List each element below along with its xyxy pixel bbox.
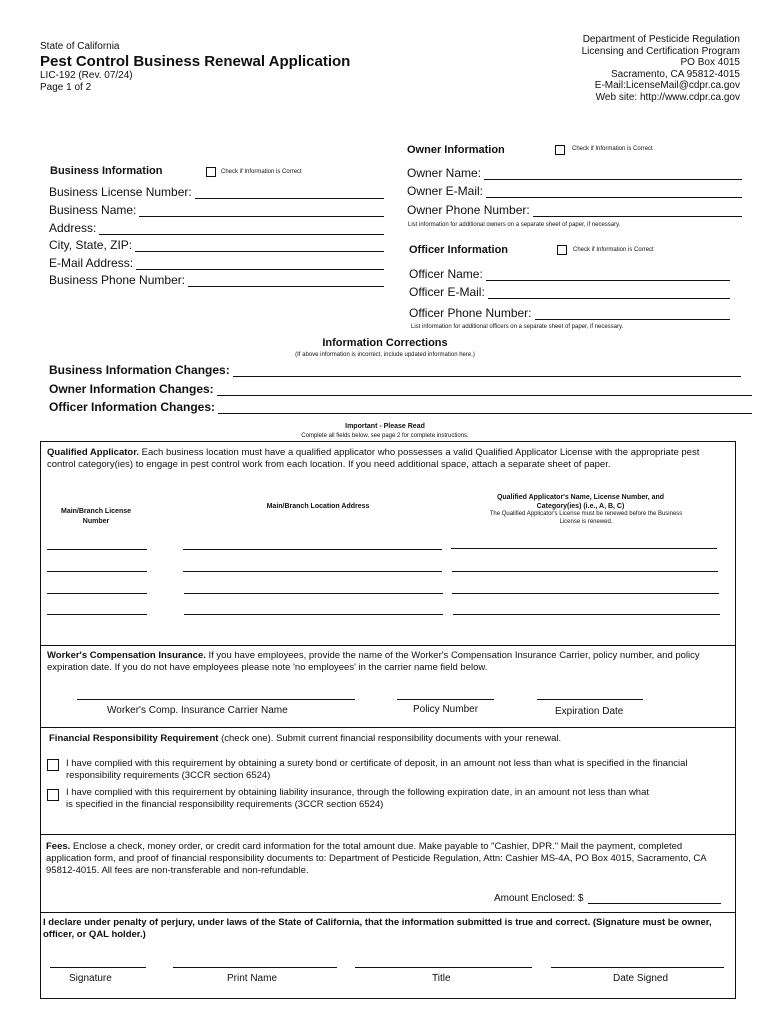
owner-phone-field[interactable] xyxy=(407,203,742,217)
surety-bond-option: I have complied with this requirement by obtaining a surety bond or certificate of deposit, in an amount not less than what is specified in the financial responsibility requirements (3CCR section 6524) xyxy=(66,758,688,781)
declaration-text: I declare under penalty of perjury, under laws of the State of California, that the information submitted is true and correct. (Signature must be owner, officer, or QAL holder.) xyxy=(43,917,712,940)
owner-check-label: Check if Information is Correct xyxy=(572,146,653,152)
divider xyxy=(40,834,736,835)
date-signed-label: Date Signed xyxy=(613,973,669,984)
business-heading: Business Information xyxy=(50,165,163,177)
form-title: Pest Control Business Renewal Application xyxy=(40,53,351,70)
business-address-label: Address: xyxy=(49,221,97,235)
state-label: State of California xyxy=(40,41,120,52)
applicator-input-3[interactable] xyxy=(452,593,719,594)
qualified-applicator-text: Qualified Applicator. Each business location must have a qualified applicator who possesses a valid Qualified Applicator License with the appropriate pest control category(ies) to engage in pest control work from each location. If you need additional space, attach a separate sheet of paper. xyxy=(47,447,700,470)
print-name-label: Print Name xyxy=(227,973,278,984)
applicator-input-4[interactable] xyxy=(453,614,720,615)
title-input[interactable] xyxy=(355,967,532,968)
owner-name-field[interactable] xyxy=(407,166,742,180)
title-label: Title xyxy=(432,973,451,984)
owner-name-label: Owner Name: xyxy=(407,166,482,180)
amount-enclosed-label: Amount Enclosed: $ xyxy=(494,893,584,904)
liability-insurance-option: I have complied with this requirement by obtaining liability insurance, through the following expiration date, in an amount not less than what is specified in the financial responsibility requirements (3CCR section 6524) xyxy=(66,787,650,810)
owner-heading: Owner Information xyxy=(407,144,505,156)
dept-line: Licensing and Certification Program xyxy=(581,45,740,57)
divider xyxy=(40,645,736,646)
officer-name-field[interactable] xyxy=(409,267,730,281)
officer-phone-label: Officer Phone Number: xyxy=(409,306,532,320)
important-heading: Important - Please Read xyxy=(345,423,425,430)
owner-phone-label: Owner Phone Number: xyxy=(407,203,530,217)
business-name-label: Business Name: xyxy=(49,203,137,217)
col-applicator-note: The Qualified Applicator's License must be renewed before the Business License is renewed. xyxy=(489,511,683,525)
amount-enclosed-input[interactable] xyxy=(588,903,721,904)
officer-name-label: Officer Name: xyxy=(409,267,483,281)
expiration-date-input[interactable] xyxy=(537,699,643,700)
col-license-number: Main/Branch License Number xyxy=(60,508,132,525)
corrections-heading: Information Corrections xyxy=(322,337,448,349)
owner-changes-field[interactable] xyxy=(49,382,752,396)
business-email-field[interactable] xyxy=(49,256,384,270)
carrier-name-label: Worker's Comp. Insurance Carrier Name xyxy=(107,705,288,716)
owner-changes-label: Owner Information Changes: xyxy=(49,382,214,396)
address-input-4[interactable] xyxy=(184,614,443,615)
divider xyxy=(40,727,736,728)
financial-text: Financial Responsibility Requirement (check one). Submit current financial responsibility documents with your renewal. xyxy=(49,733,562,744)
business-city-field[interactable] xyxy=(49,238,384,252)
workers-comp-text: Worker's Compensation Insurance. If you have employees, provide the name of the Worker's Compensation Insurance Carrier, policy number, and policy expiration date. If you do not have employees please note 'no employees' in the carrier name field below. xyxy=(47,650,700,673)
form-number: LIC-192 (Rev. 07/24) xyxy=(40,70,133,81)
officer-email-field[interactable] xyxy=(409,285,730,299)
business-name-field[interactable] xyxy=(49,203,384,217)
surety-bond-checkbox[interactable] xyxy=(47,759,59,771)
officer-heading: Officer Information xyxy=(409,244,509,256)
license-number-input-1[interactable] xyxy=(47,549,147,550)
page-number: Page 1 of 2 xyxy=(40,82,92,93)
officer-phone-field[interactable] xyxy=(409,306,730,320)
applicator-input-2[interactable] xyxy=(452,571,718,572)
officer-email-label: Officer E-Mail: xyxy=(409,285,485,299)
business-changes-label: Business Information Changes: xyxy=(49,363,230,377)
dept-email: E-Mail:LicenseMail@cdpr.ca.gov xyxy=(594,80,740,91)
business-email-label: E-Mail Address: xyxy=(49,256,134,270)
signature-label: Signature xyxy=(69,973,112,984)
date-signed-input[interactable] xyxy=(551,967,724,968)
business-license-label: Business License Number: xyxy=(49,185,192,199)
business-correct-checkbox[interactable] xyxy=(206,167,216,177)
expiration-date-label: Expiration Date xyxy=(555,706,624,717)
officer-changes-field[interactable] xyxy=(49,400,752,414)
owner-email-field[interactable] xyxy=(407,184,742,198)
officer-changes-label: Officer Information Changes: xyxy=(49,400,216,414)
business-phone-label: Business Phone Number: xyxy=(49,273,186,287)
business-changes-field[interactable] xyxy=(49,363,741,377)
owner-note: List information for additional owners on a separate sheet of paper, if necessary. xyxy=(408,222,621,228)
license-number-input-4[interactable] xyxy=(47,614,147,615)
business-city-label: City, State, ZIP: xyxy=(49,238,133,252)
license-number-input-3[interactable] xyxy=(47,593,147,594)
dept-line: PO Box 4015 xyxy=(680,57,740,68)
applicator-input-1[interactable] xyxy=(451,548,717,549)
address-input-3[interactable] xyxy=(184,593,443,594)
signature-input[interactable] xyxy=(50,967,146,968)
dept-line: Department of Pesticide Regulation xyxy=(582,34,740,45)
dept-website: Web site: http://www.cdpr.ca.gov xyxy=(595,91,740,103)
license-number-input-2[interactable] xyxy=(47,571,147,572)
fees-text: Fees. Enclose a check, money order, or credit card information for the total amount due. Make payable to "Cashier, DPR." Mail the payment, completed application form, and proof of financial responsibility documents to: Department of Pesticide Regulation, Attn: Cashier MS-4A, PO Box 4015, Sacramento, CA 95812-4015. All fees are non-transferable and non-refundable. xyxy=(46,841,707,876)
officer-note: List information for additional officers on a separate sheet of paper, if necessary. xyxy=(411,324,624,330)
business-license-field[interactable] xyxy=(49,185,384,199)
department-address xyxy=(582,34,740,103)
policy-number-input[interactable] xyxy=(397,699,494,700)
address-input-1[interactable] xyxy=(183,549,442,550)
col-location-address: Main/Branch Location Address xyxy=(266,503,370,510)
carrier-name-input[interactable] xyxy=(77,699,355,700)
divider xyxy=(40,912,736,913)
officer-check-label: Check if Information is Correct xyxy=(573,247,654,253)
liability-insurance-checkbox[interactable] xyxy=(47,789,59,801)
col-applicator-info: Qualified Applicator's Name, License Number, and Category(ies) (i.e., A, B, C) xyxy=(496,494,665,510)
business-address-field[interactable] xyxy=(49,221,384,235)
important-subheading: Complete all fields below, see page 2 for complete instructions. xyxy=(301,433,469,439)
owner-correct-checkbox[interactable] xyxy=(555,145,565,155)
officer-correct-checkbox[interactable] xyxy=(557,245,567,255)
business-phone-field[interactable] xyxy=(49,273,384,287)
business-check-label: Check if Information is Correct xyxy=(221,169,302,175)
dept-line: Sacramento, CA 95812-4015 xyxy=(611,68,740,80)
owner-email-label: Owner E-Mail: xyxy=(407,184,484,198)
address-input-2[interactable] xyxy=(183,571,442,572)
policy-number-label: Policy Number xyxy=(413,704,479,715)
corrections-subheading: (If above information is incorrect, include updated information here.) xyxy=(295,352,475,358)
print-name-input[interactable] xyxy=(173,967,337,968)
